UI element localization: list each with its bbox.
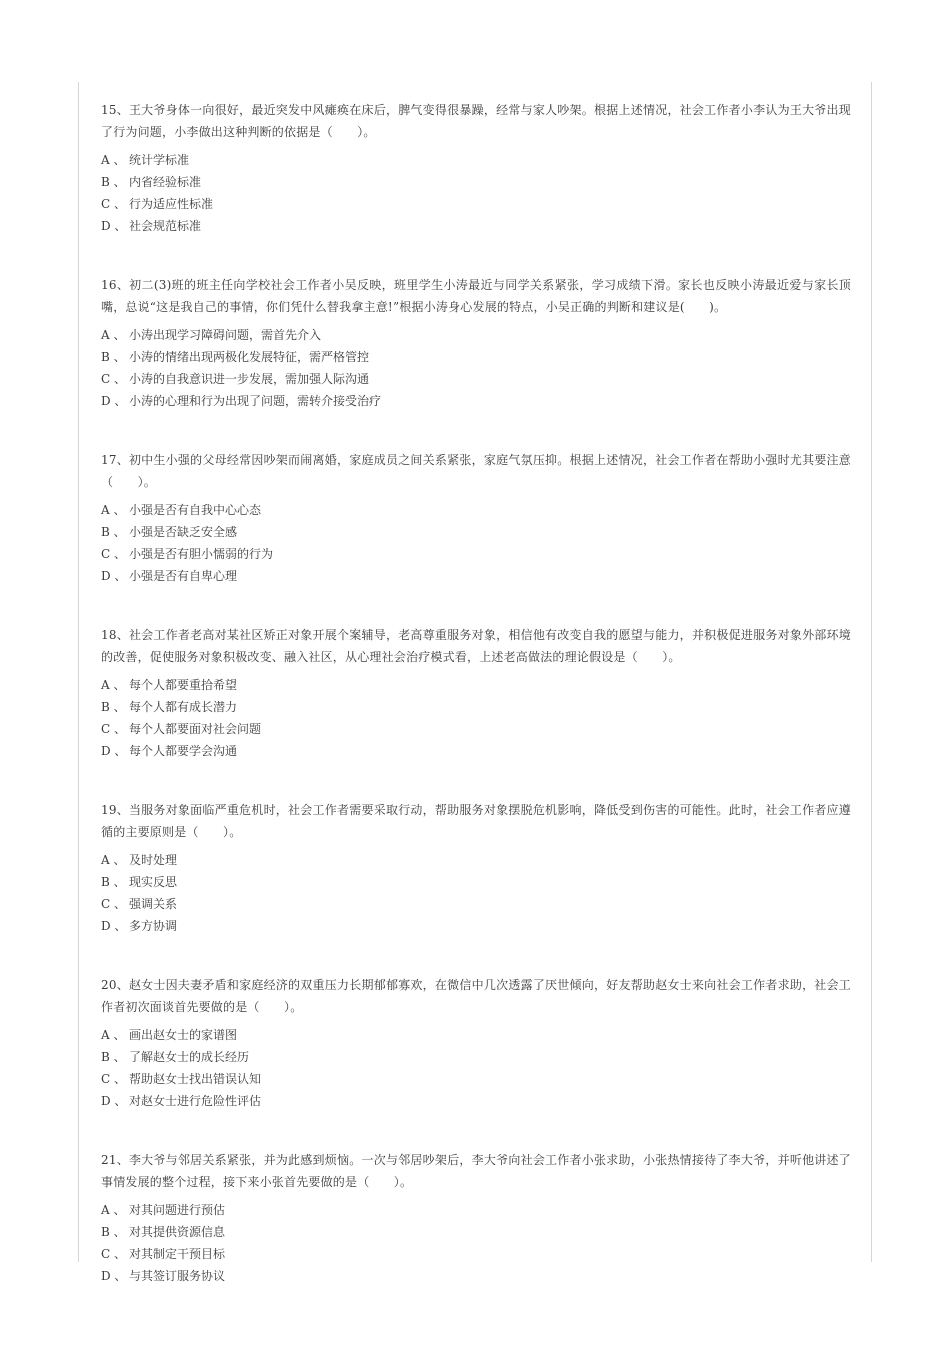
question-stem: 19、当服务对象面临严重危机时，社会工作者需要采取行动，帮助服务对象摆脱危机影响，降低受到伤害的可能性。此时，社会工作者应遵循的主要原则是（ ）。: [101, 803, 851, 839]
question-spacer: [101, 1112, 851, 1149]
answer-option: [101, 499, 851, 521]
option-letter: A 、: [101, 678, 126, 692]
question-list: [101, 99, 851, 1287]
option-text: 对其制定干预目标: [129, 1247, 226, 1261]
option-text: 画出赵女士的家谱图: [129, 1028, 238, 1042]
option-letter: A 、: [101, 328, 126, 342]
question-block: [101, 449, 851, 587]
answer-option: [101, 1046, 851, 1068]
option-letter: B 、: [101, 1225, 126, 1239]
option-text: 现实反思: [129, 875, 178, 889]
option-text: 与其签订服务协议: [129, 1269, 226, 1283]
answer-option: [101, 718, 851, 740]
question-block: [101, 274, 851, 412]
option-letter: C 、: [101, 897, 126, 911]
option-text: 统计学标准: [129, 153, 190, 167]
question-stem: 21、李大爷与邻居关系紧张，并为此感到烦恼。一次与邻居吵架后，李大爷向社会工作者小张求助，小张热情接待了李大爷，并听他讲述了事情发展的整个过程，接下来小张首先要做的是（ ）。: [101, 1153, 851, 1189]
option-text: 小涛的自我意识进一步发展，需加强人际沟通: [129, 372, 370, 386]
answer-option: [101, 1090, 851, 1112]
question-stem: 16、初二(3)班的班主任向学校社会工作者小吴反映，班里学生小涛最近与同学关系紧张，学习成绩下滑。家长也反映小涛最近爱与家长顶嘴，总说“这是我自己的事情，你们凭什么替我拿主意!”根据小涛身心发展的特点，小吴正确的判断和建议是( )。: [101, 278, 851, 314]
answer-option: [101, 893, 851, 915]
option-letter: D 、: [101, 919, 127, 933]
answer-option: [101, 674, 851, 696]
option-letter: C 、: [101, 547, 126, 561]
option-letter: D 、: [101, 1094, 127, 1108]
option-letter: B 、: [101, 175, 126, 189]
answer-option: [101, 1024, 851, 1046]
option-letter: D 、: [101, 1269, 127, 1283]
option-letter: B 、: [101, 1050, 126, 1064]
option-text: 每个人都要重拾希望: [129, 678, 238, 692]
answer-option: [101, 368, 851, 390]
option-text: 社会规范标准: [129, 219, 202, 233]
answer-option: [101, 871, 851, 893]
option-text: 及时处理: [129, 853, 178, 867]
option-letter: A 、: [101, 853, 126, 867]
answer-option: [101, 149, 851, 171]
question-stem: 17、初中生小强的父母经常因吵架而闹离婚，家庭成员之间关系紧张，家庭气氛压抑。根据上述情况，社会工作者在帮助小强时尤其要注意（ ）。: [101, 453, 851, 489]
option-letter: C 、: [101, 197, 126, 211]
option-letter: C 、: [101, 372, 126, 386]
option-letter: D 、: [101, 394, 127, 408]
option-letter: B 、: [101, 350, 126, 364]
option-text: 小强是否有胆小懦弱的行为: [129, 547, 274, 561]
option-text: 强调关系: [129, 897, 178, 911]
option-text: 每个人都要学会沟通: [129, 744, 238, 758]
question-stem: 20、赵女士因夫妻矛盾和家庭经济的双重压力长期郁郁寡欢，在微信中几次透露了厌世倾向，好友帮助赵女士来向社会工作者求助，社会工作者初次面谈首先要做的是（ ）。: [101, 978, 851, 1014]
question-stem: 18、社会工作者老高对某社区矫正对象开展个案辅导，老高尊重服务对象，相信他有改变自我的愿望与能力，并积极促进服务对象外部环境的改善，促使服务对象积极改变、融入社区，从心理社会治疗模式看，上述老高做法的理论假设是（ ）。: [101, 628, 851, 664]
answer-option: [101, 521, 851, 543]
answer-option: [101, 1068, 851, 1090]
answer-option: [101, 1265, 851, 1287]
page-left-border: [78, 82, 79, 1262]
option-text: 小强是否有自卑心理: [129, 569, 238, 583]
question-block: [101, 99, 851, 237]
page-right-border: [871, 82, 872, 1262]
option-letter: B 、: [101, 875, 126, 889]
answer-option: [101, 346, 851, 368]
option-letter: C 、: [101, 1072, 126, 1086]
answer-option: [101, 740, 851, 762]
answer-option: [101, 849, 851, 871]
option-text: 小涛出现学习障碍问题，需首先介入: [129, 328, 322, 342]
option-text: 每个人都要面对社会问题: [129, 722, 262, 736]
answer-option: [101, 390, 851, 412]
option-text: 对其问题进行预估: [129, 1203, 226, 1217]
option-text: 小涛的心理和行为出现了问题，需转介接受治疗: [129, 394, 382, 408]
question-block: [101, 974, 851, 1112]
question-spacer: [101, 937, 851, 974]
answer-option: [101, 1243, 851, 1265]
option-letter: C 、: [101, 1247, 126, 1261]
option-letter: D 、: [101, 219, 127, 233]
question-spacer: [101, 412, 851, 449]
option-text: 每个人都有成长潜力: [129, 700, 238, 714]
answer-option: [101, 543, 851, 565]
option-text: 小涛的情绪出现两极化发展特征，需严格管控: [129, 350, 370, 364]
option-text: 小强是否有自我中心心态: [129, 503, 262, 517]
answer-option: [101, 215, 851, 237]
option-text: 小强是否缺乏安全感: [129, 525, 238, 539]
option-text: 多方协调: [129, 919, 178, 933]
option-letter: D 、: [101, 744, 127, 758]
question-block: [101, 624, 851, 762]
answer-option: [101, 915, 851, 937]
option-letter: D 、: [101, 569, 127, 583]
question-spacer: [101, 587, 851, 624]
question-spacer: [101, 762, 851, 799]
option-letter: A 、: [101, 1203, 126, 1217]
answer-option: [101, 565, 851, 587]
option-letter: B 、: [101, 525, 126, 539]
option-text: 行为适应性标准: [129, 197, 214, 211]
answer-option: [101, 696, 851, 718]
answer-option: [101, 171, 851, 193]
answer-option: [101, 1221, 851, 1243]
question-spacer: [101, 237, 851, 274]
question-block: [101, 799, 851, 937]
answer-option: [101, 324, 851, 346]
option-text: 对其提供资源信息: [129, 1225, 226, 1239]
option-letter: B 、: [101, 700, 126, 714]
option-letter: A 、: [101, 1028, 126, 1042]
question-stem: 15、王大爷身体一向很好，最近突发中风瘫痪在床后，脾气变得很暴躁，经常与家人吵架。根据上述情况，社会工作者小李认为王大爷出现了行为问题，小李做出这种判断的依据是（ ）。: [101, 103, 851, 139]
answer-option: [101, 1199, 851, 1221]
option-letter: C 、: [101, 722, 126, 736]
answer-option: [101, 193, 851, 215]
option-letter: A 、: [101, 503, 126, 517]
option-text: 了解赵女士的成长经历: [129, 1050, 250, 1064]
question-block: [101, 1149, 851, 1287]
option-letter: A 、: [101, 153, 126, 167]
option-text: 对赵女士进行危险性评估: [129, 1094, 262, 1108]
option-text: 内省经验标准: [129, 175, 202, 189]
option-text: 帮助赵女士找出错误认知: [129, 1072, 262, 1086]
